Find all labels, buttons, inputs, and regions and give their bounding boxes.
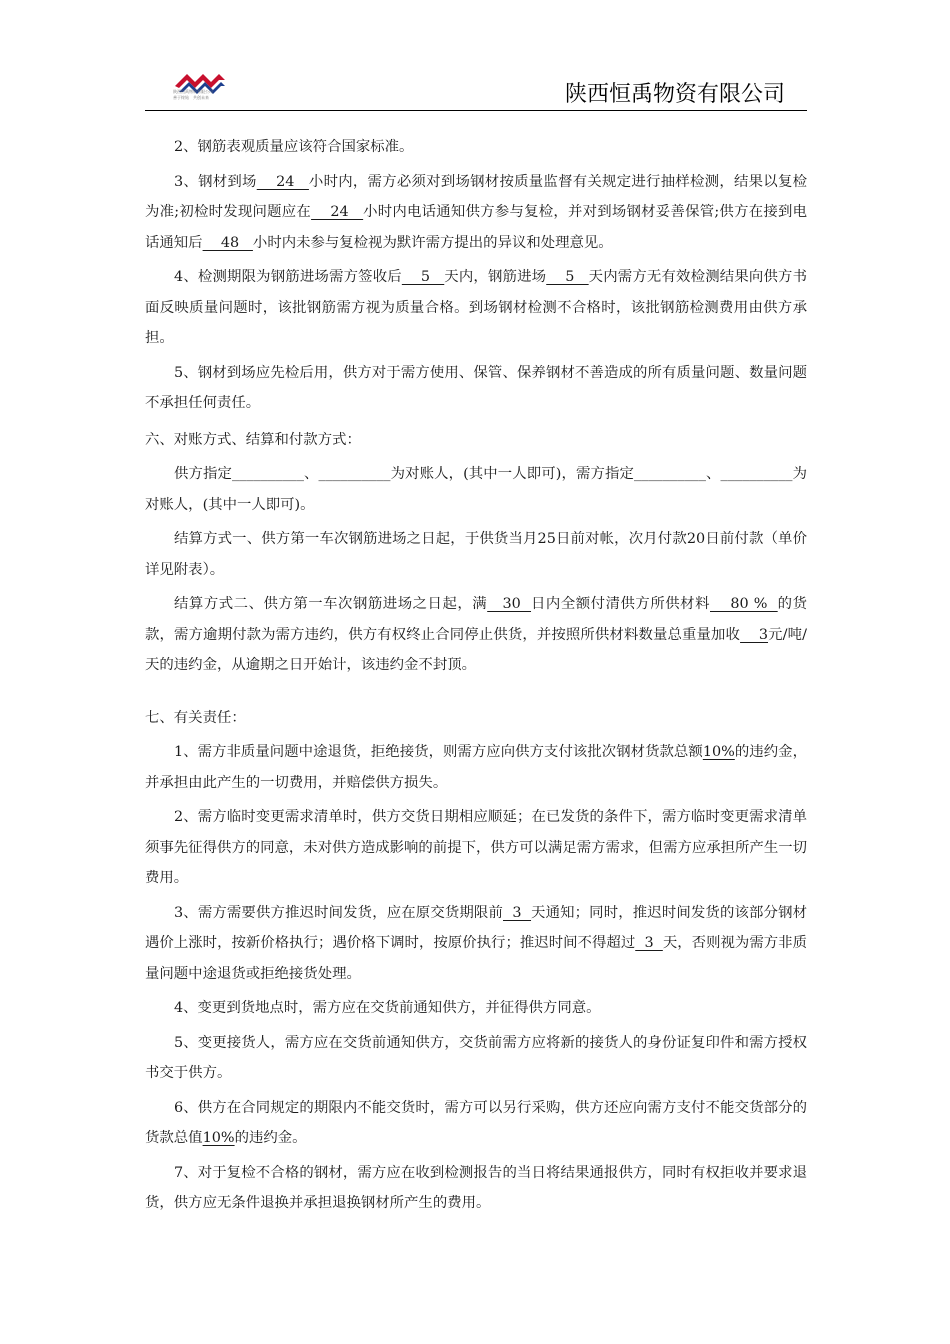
clause-5-item-4: 4、检测期限为钢筋进场需方签收后 5 天内，钢筋进场 5 天内需方无有效检测结果向供方书面反映质量问题时，该批钢筋需方视为质量合格。到场钢材检测不合格时，该批钢筋检测费用由供方承担。: [145, 269, 807, 346]
company-name: 陕西恒禹物资有限公司: [564, 82, 785, 107]
fill-value: 10%: [702, 744, 735, 760]
fill-value: 48: [202, 234, 253, 251]
section-6-method-2: 结算方式二、供方第一车次钢筋进场之日起，满 30 日内全额付清供方所供材料 80 % 的货款，需方逾期付款为需方违约，供方有权终止合同停止供货，并按照所供材料数量总重量加收 3元/吨/天的违约金，从逾期之日开始计，该违约金不封顶。: [145, 596, 807, 673]
section-7-item-7: 7、对于复检不合格的钢材，需方应在收到检测报告的当日将结果通报供方，同时有权拒收并要求退货，供方应无条件退换并承担退换钢材所产生的费用。: [145, 1164, 807, 1211]
section-6-reconcile: 供方指定__________、__________为对账人，(其中一人即可)，需方指定__________、__________为对账人，(其中一人即可)。: [145, 466, 807, 513]
blank-line: __________: [633, 466, 706, 482]
clause-5-item-3: 3、钢材到场 24 小时内，需方必须对到场钢材按质量监督有关规定进行抽样检测，结果以复检为准;初检时发现问题应在 24 小时内电话通知供方参与复检，并对到场钢材妥善保管;供方在接到电话通知后 48 小时内未参与复检视为默许需方提出的异议和处理意见。: [145, 173, 807, 251]
section-7-title: 七、有关责任：: [145, 709, 246, 726]
page-header: [145, 55, 807, 111]
blank-line: __________: [231, 466, 304, 482]
section-7-item-5: 5、变更接货人，需方应在交货前通知供方，交货前需方应将新的接货人的身份证复印件和需方授权书交于供方。: [145, 1034, 807, 1081]
header-divider: [145, 110, 807, 111]
fill-value: 3: [740, 626, 769, 643]
fill-value: 3: [503, 904, 532, 921]
blank-line: __________: [318, 466, 391, 482]
fill-value: 3: [635, 935, 663, 951]
fill-value: 5: [546, 269, 589, 285]
fill-value: 30: [487, 596, 532, 612]
section-7-item-1: 1、需方非质量问题中途退货，拒绝接货，则需方应向供方支付该批次钢材货款总额10%的违约金，并承担由此产生的一切费用，并赔偿供方损失。: [145, 744, 807, 791]
section-6-method-1: 结算方式一、供方第一车次钢筋进场之日起，于供货当月25日前对帐，次月付款20日前付款（单价详见附表）。: [145, 531, 807, 578]
blank-line: __________: [720, 466, 793, 482]
clause-5-item-5: 5、钢材到场应先检后用，供方对于需方使用、保管、保养钢材不善造成的所有质量问题、数量问题不承担任何责任。: [145, 364, 807, 411]
section-7-item-4: 4、变更到货地点时，需方应在交货前通知供方，并征得供方同意。: [174, 1000, 601, 1016]
fill-value: 10%: [202, 1130, 235, 1146]
fill-value: 24: [256, 173, 309, 190]
section-6-title: 六、对账方式、结算和付款方式：: [145, 431, 361, 448]
spacer: [145, 685, 807, 703]
logo-caption-2: 善于终始 共创未来: [173, 95, 209, 100]
contract-body: [145, 132, 807, 1223]
section-7-item-2: 2、需方临时变更需求清单时，供方交货日期相应顺延；在已发货的条件下，需方临时变更需求清单须事先征得供方的同意，未对供方造成影响的前提下，供方可以满足需方需求，但需方应承担所产生一切费用。: [145, 809, 807, 886]
clause-5-item-2: 2、钢筋表观质量应该符合国家标准。: [174, 139, 414, 155]
fill-value: 5: [401, 269, 445, 285]
logo-caption-1: 陕西恒禹物资有限公司: [173, 89, 213, 94]
fill-value: 24: [311, 204, 364, 220]
fill-value: 80 %: [710, 596, 778, 612]
section-7-item-3: 3、需方需要供方推迟时间发货，应在原交货期限前 3 天通知；同时，推迟时间发货的该部分钢材遇价上涨时，按新价格执行；遇价格下调时，按原价执行；推迟时间不得超过 3 天，否则视为需方非质量问题中途退货或拒绝接货处理。: [145, 904, 807, 982]
section-7-item-6: 6、供方在合同规定的期限内不能交货时，需方可以另行采购，供方还应向需方支付不能交货部分的货款总值10%的违约金。: [145, 1099, 807, 1146]
